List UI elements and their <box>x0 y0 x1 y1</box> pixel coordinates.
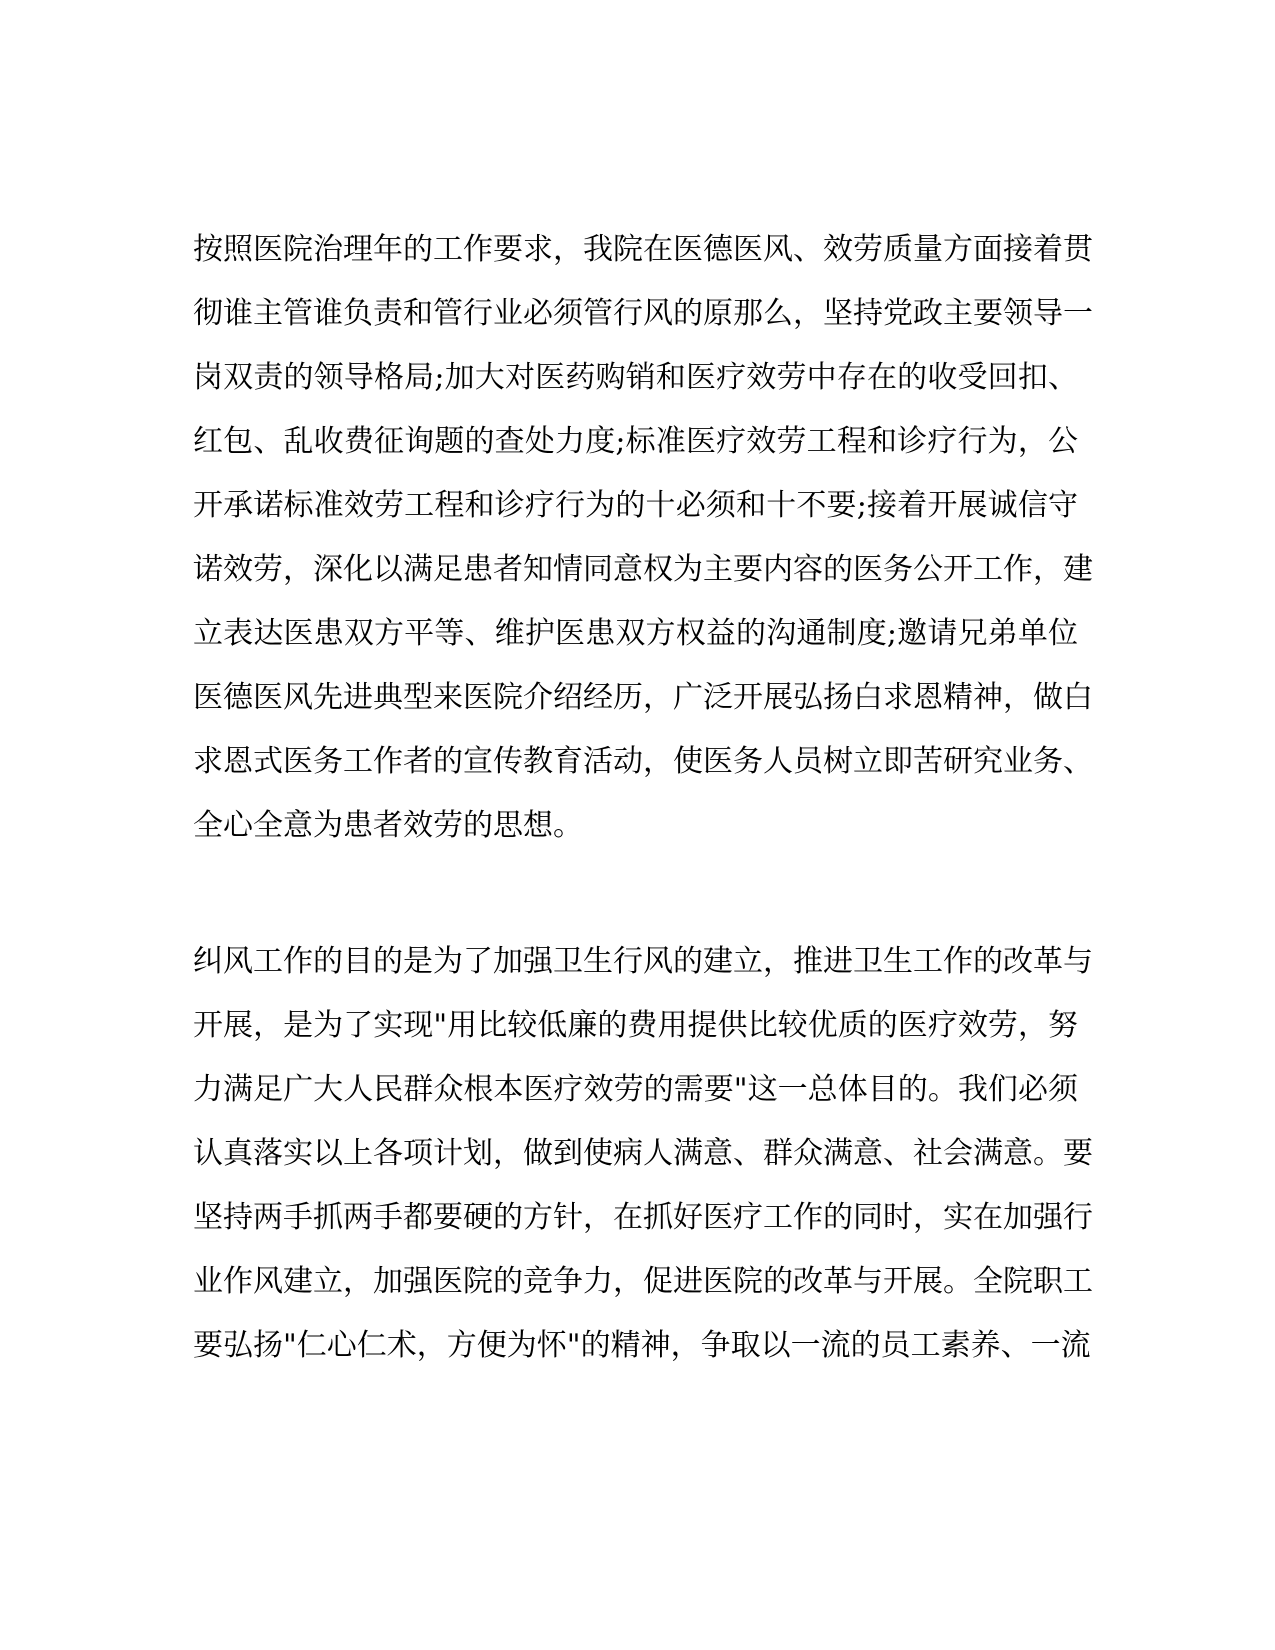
paragraph-2 <box>193 930 1093 1378</box>
text-line: 诺效劳，深化以满足患者知情同意权为主要内容的医务公开工作，建 <box>193 552 1093 587</box>
text-line: 开展，是为了实现"用比较低廉的费用提供比较优质的医疗效劳，努 <box>193 1008 1078 1043</box>
text-line: 要弘扬"仁心仁术，方便为怀"的精神，争取以一流的员工素养、一流 <box>193 1328 1091 1363</box>
paragraph-1 <box>193 218 1093 858</box>
text-line: 力满足广大人民群众根本医疗效劳的需要"这一总体目的。我们必须 <box>193 1072 1078 1107</box>
text-line: 坚持两手抓两手都要硬的方针，在抓好医疗工作的同时，实在加强行 <box>193 1200 1093 1235</box>
text-line: 业作风建立，加强医院的竞争力，促进医院的改革与开展。全院职工 <box>193 1264 1093 1299</box>
text-line: 认真落实以上各项计划，做到使病人满意、群众满意、社会满意。要 <box>193 1136 1093 1171</box>
text-line: 立表达医患双方平等、维护医患双方权益的沟通制度;邀请兄弟单位 <box>193 616 1078 651</box>
text-line: 彻谁主管谁负责和管行业必须管行风的原那么，坚持党政主要领导一 <box>193 296 1093 331</box>
text-line: 求恩式医务工作者的宣传教育活动，使医务人员树立即苦研究业务、 <box>193 744 1093 779</box>
text-line: 医德医风先进典型来医院介绍经历，广泛开展弘扬白求恩精神，做白 <box>193 680 1093 715</box>
text-line: 全心全意为患者效劳的思想。 <box>193 808 583 843</box>
text-line: 纠风工作的目的是为了加强卫生行风的建立，推进卫生工作的改革与 <box>193 944 1093 979</box>
text-line: 岗双责的领导格局;加大对医药购销和医疗效劳中存在的收受回扣、 <box>193 360 1078 395</box>
text-line: 开承诺标准效劳工程和诊疗行为的十必须和十不要;接着开展诚信守 <box>193 488 1078 523</box>
text-line: 红包、乱收费征询题的查处力度;标准医疗效劳工程和诊疗行为，公 <box>193 424 1078 459</box>
text-line: 按照医院治理年的工作要求，我院在医德医风、效劳质量方面接着贯 <box>193 232 1093 267</box>
